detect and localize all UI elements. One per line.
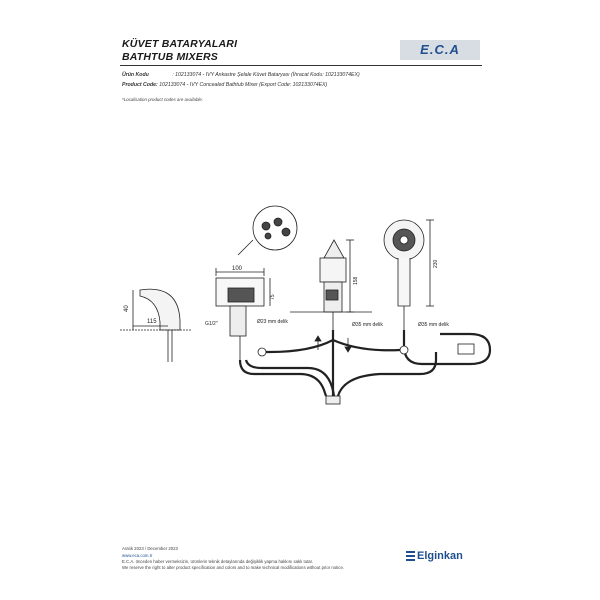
product-code-tr-label: Ürün Kodu [122, 72, 149, 78]
footer-disclaimer-en: We reserve the right to alter product specification and colors and to make technical modifications without prior notice. [122, 565, 345, 570]
dim-115: 115 [147, 319, 157, 325]
detail-circle [238, 206, 297, 255]
spout-side-view [120, 289, 192, 362]
footer-date: Aralık 2023 / December 2023 [122, 546, 178, 551]
elginkan-mark-icon [406, 551, 415, 561]
dim-100: 100 [232, 266, 243, 272]
hoses [240, 330, 490, 396]
hole-label-2: Ø35 mm delik [352, 322, 383, 328]
eca-logo-text: E.C.A [420, 42, 460, 57]
dim-75: 75 [270, 294, 276, 300]
footer-web[interactable]: www.eca.com.tr [122, 553, 153, 558]
elginkan-logo [406, 550, 463, 562]
localisation-note: *Localisation product codes are available. [122, 97, 204, 102]
product-code-en-label: Product Code: [122, 82, 158, 88]
product-code-en-value: 102133074 - IVY Concealed Bathtub Mixer (Export Code: 102133074EX) [159, 82, 328, 88]
title-english: BATHTUB MIXERS [122, 51, 218, 63]
product-code-tr-value: : 102133074 - IVY Ankastre Şelale Küvet Bataryası (İhracat Kodu: 102133074EX) [172, 72, 360, 78]
hole-label-3: Ø35 mm delik [418, 322, 449, 328]
dim-40: 40 [124, 305, 130, 312]
thermostat-body [290, 240, 372, 330]
title-turkish: KÜVET BATARYALARI [122, 38, 238, 50]
elginkan-text: Elginkan [417, 550, 463, 562]
dim-158: 158 [353, 276, 359, 285]
diverter-body [216, 268, 270, 360]
thread-label: G1/2" [205, 321, 218, 327]
dim-230: 230 [433, 259, 439, 268]
footer-disclaimer-tr: E.C.A. önceden haber vermeksizin, ürünlerin teknik detaylarında değişiklik yapma hakkını saklı tutar. [122, 559, 314, 564]
hole-label-1: Ø23 mm delik [257, 319, 288, 325]
hand-shower [384, 220, 434, 330]
